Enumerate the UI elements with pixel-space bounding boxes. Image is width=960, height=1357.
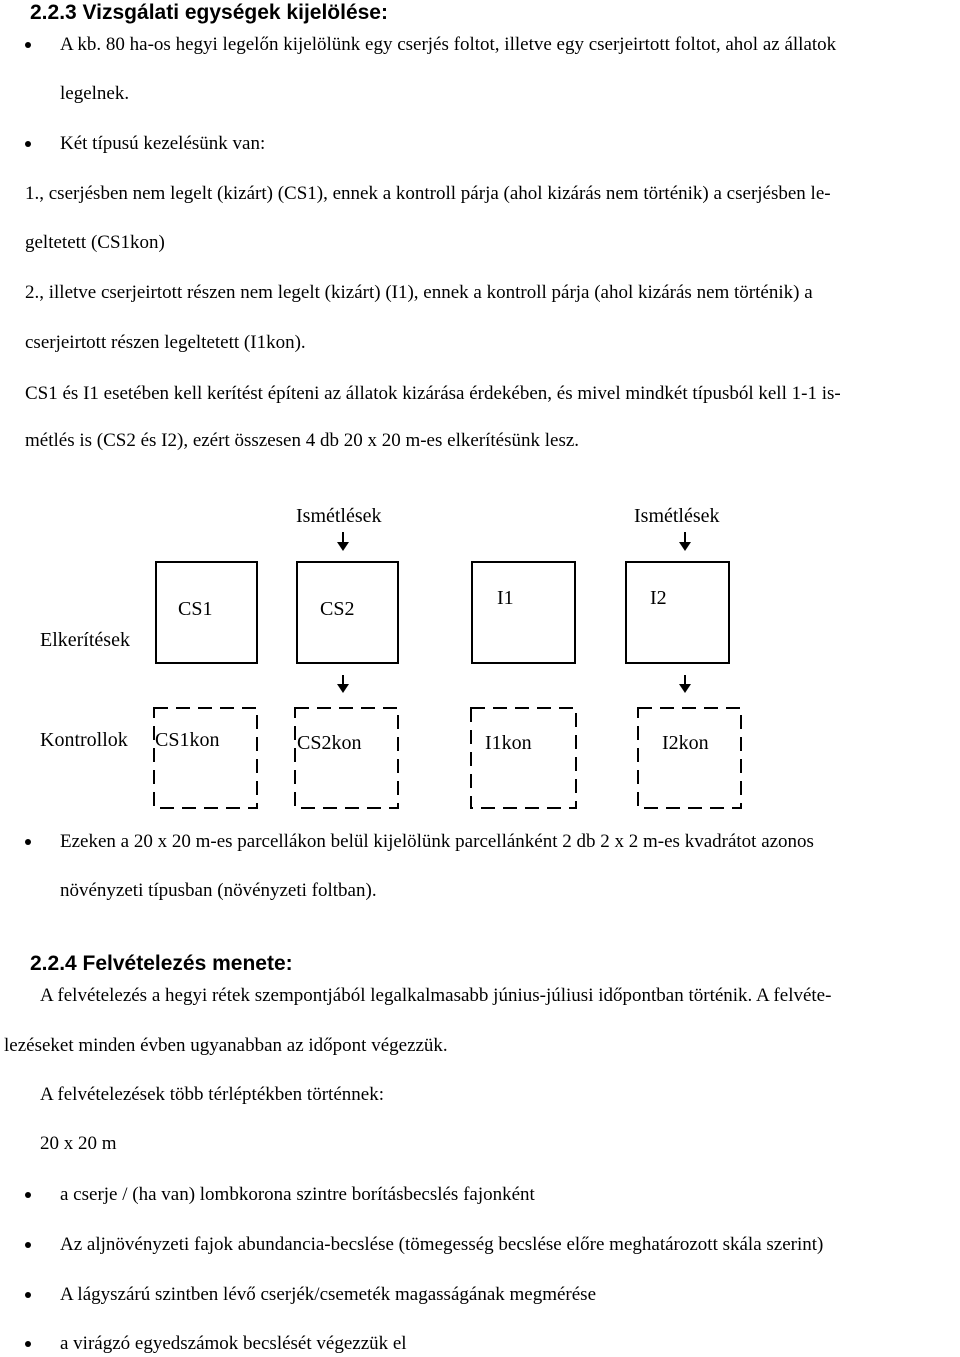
bullet-dot (25, 42, 31, 48)
plot-box-i2 (625, 561, 730, 664)
row-label-controls: Kontrollok (40, 729, 128, 751)
bullet-text: Két típusú kezelésünk van: (60, 133, 266, 154)
section-heading-224: 2.2.4 Felvételezés menete: (30, 952, 293, 975)
list-item-1: 1., cserjésben nem legelt (kizárt) (CS1), ennek a kontroll párja (ahol kizárás nem történik) a cserjésben le- (25, 183, 831, 204)
arrow-down-icon (342, 532, 344, 543)
plot-label-i1kon: I1kon (485, 732, 532, 754)
list-item: A lágyszárú szintben lévő cserjék/csemeték magasságának megmérése (60, 1284, 597, 1305)
paragraph-cont: lezéseket minden évben ugyanabban az időpont végezzük. (4, 1035, 448, 1056)
row-label-fenced: Elkerítések (40, 629, 130, 651)
plot-label-i1: I1 (497, 587, 514, 609)
arrow-down-icon (684, 532, 686, 543)
section-heading-223: 2.2.3 Vizsgálati egységek kijelölése: (30, 1, 388, 24)
plot-label-cs2: CS2 (320, 598, 355, 620)
bullet-dot (25, 839, 31, 845)
plot-label-i2kon: I2kon (662, 732, 709, 754)
plot-label-cs1kon: CS1kon (155, 729, 220, 751)
bullet-text: A kb. 80 ha-os hegyi legelőn kijelölünk egy cserjés foltot, illetve egy cserjeirtott foltot, ahol az állatok (60, 34, 837, 55)
bullet-text: Ezeken a 20 x 20 m-es parcellákon belül kijelölünk parcellánként 2 db 2 x 2 m-es kvadrátot azonos (60, 831, 814, 852)
bullet-text-cont: legelnek. (60, 83, 130, 104)
bullet-text-cont: növényzeti típusban (növényzeti foltban). (60, 880, 377, 901)
paragraph: CS1 és I1 esetében kell kerítést építeni az állatok kizárása érdekében, és mivel mindkét típusból kell 1-1 is- (25, 383, 841, 404)
bullet-dot (25, 141, 31, 147)
control-box-i1kon (469, 706, 579, 810)
bullet-dot (25, 1242, 31, 1248)
list-item-1-cont: geltetett (CS1kon) (25, 232, 165, 253)
list-item: a virágzó egyedszámok becslését végezzük el (60, 1333, 407, 1354)
bullet-dot (25, 1341, 31, 1347)
control-box-cs1kon (152, 706, 260, 810)
plot-label-cs1: CS1 (178, 598, 213, 620)
list-item: Az aljnövényzeti fajok abundancia-becslése (tömegesség becslése előre meghatározott skála szerint) (60, 1234, 824, 1255)
plot-label-cs2kon: CS2kon (297, 732, 362, 754)
paragraph: A felvételezések több térléptékben történnek: (40, 1084, 384, 1105)
repeat-label: Ismétlések (296, 505, 382, 527)
plot-label-i2: I2 (650, 587, 667, 609)
repeat-label: Ismétlések (634, 505, 720, 527)
bullet-dot (25, 1192, 31, 1198)
control-box-i2kon (636, 706, 744, 810)
paragraph: A felvételezés a hegyi rétek szempontjából legalkalmasabb június-júliusi időpontban történik. A felvéte- (40, 985, 832, 1006)
bullet-dot (25, 1292, 31, 1298)
paragraph-cont: métlés is (CS2 és I2), ezért összesen 4 db 20 x 20 m-es elkerítésünk lesz. (25, 430, 580, 451)
list-item: a cserje / (ha van) lombkorona szintre borításbecslés fajonként (60, 1184, 535, 1205)
list-item-2: 2., illetve cserjeirtott részen nem legelt (kizárt) (I1), ennek a kontroll párja (ahol kizárás nem történik) a (25, 282, 813, 303)
control-box-cs2kon (293, 706, 401, 810)
list-item-2-cont: cserjeirtott részen legeltetett (I1kon). (25, 332, 306, 353)
arrow-down-icon (684, 675, 686, 685)
plot-box-i1 (471, 561, 576, 664)
arrow-down-icon (342, 675, 344, 685)
scale-label: 20 x 20 m (40, 1133, 117, 1154)
